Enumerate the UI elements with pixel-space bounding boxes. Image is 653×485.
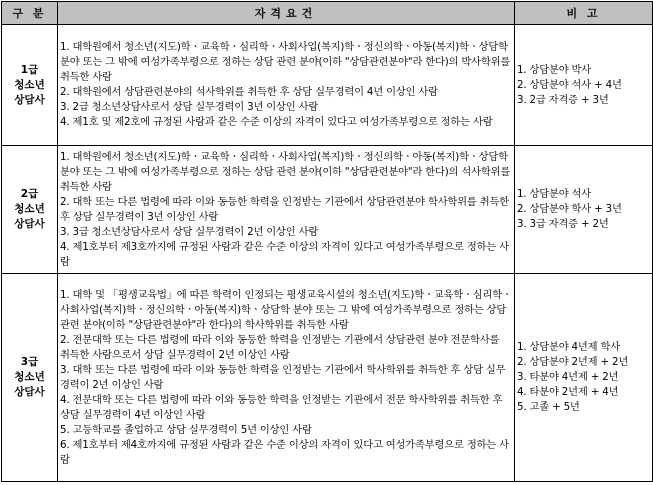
table-row bbox=[2, 25, 653, 146]
notes-cell bbox=[515, 146, 653, 274]
requirement-item: 4. 전문대학 또는 다른 법령에 따라 이와 동등한 학력을 인정받는 기관에서 전문 학사학위를 취득한 후 상담 실무경력이 4년 이상인 사람 bbox=[60, 393, 503, 421]
grade-cell bbox=[2, 25, 58, 146]
table-row bbox=[2, 146, 653, 274]
note-item: 3. 2급 자격증 + 3년 bbox=[517, 93, 609, 106]
requirement-item: 6. 제1호부터 제4호까지에 규정된 사람과 같은 수준 이상의 자격이 있다고 여성가족부령으로 정하는 사람 bbox=[60, 438, 509, 466]
note-item: 1. 상담분야 석사 bbox=[517, 188, 592, 200]
note-item: 1. 상담분야 4년제 학사 bbox=[517, 341, 620, 353]
notes-cell bbox=[515, 25, 653, 146]
qualification-table bbox=[1, 1, 653, 482]
requirement-item: 4. 제1호부터 제3호까지에 규정된 사람과 같은 수준 이상의 자격이 있다고 여성가족부령으로 정하는 사람 bbox=[60, 240, 509, 268]
grade-cell bbox=[2, 146, 58, 274]
requirement-item: 2. 대학원에서 상담관련분야의 석사학위를 취득한 후 상담 실무경력이 4년 이상인 사람 bbox=[60, 86, 438, 98]
note-item: 3. 3급 자격증 + 2년 bbox=[517, 218, 609, 230]
note-item: 1. 상담분야 박사 bbox=[517, 63, 592, 76]
grade-label: 2급 bbox=[20, 188, 39, 200]
grade-cell bbox=[2, 274, 58, 482]
header-category: 구 분 bbox=[2, 2, 58, 25]
grade-label: 상담사 bbox=[14, 386, 45, 398]
table-row bbox=[2, 274, 653, 482]
grade-label: 1급 bbox=[20, 63, 39, 76]
grade-label: 3급 bbox=[20, 356, 39, 368]
grade-label: 상담사 bbox=[14, 93, 45, 106]
header-row bbox=[2, 2, 653, 25]
note-item: 2. 상담분야 석사 + 4년 bbox=[517, 78, 622, 91]
requirement-item: 3. 3급 청소년상담사로서 상담 실무경력이 2년 이상인 사람 bbox=[60, 225, 319, 238]
notes-cell bbox=[515, 274, 653, 482]
grade-label: 청소년 bbox=[14, 203, 45, 215]
requirement-item: 1. 대학원에서 청소년(지도)학ㆍ교육학ㆍ심리학ㆍ사회사업(복지)학ㆍ정신의학ㆍ아동(복지)학ㆍ상담학 분야 또는 그 밖에 여성가족부령으로 정하는 상담 관련 분야(이하 "상담관련분야"라 한다)의 석사학위를 취득한 사람 bbox=[60, 150, 511, 193]
note-item: 5. 고졸 + 5년 bbox=[517, 401, 580, 413]
requirement-item: 2. 전문대학 또는 다른 법령에 따라 이와 동등한 학력을 인정받는 기관에서 상담관련 분야 전문학사를 취득한 사람으로서 상담 실무경력이 2년 이상인 사람 bbox=[60, 333, 500, 361]
requirements-cell bbox=[58, 274, 515, 482]
requirement-item: 1. 대학 및 「평생교육법」에 따른 학력이 인정되는 평생교육시설의 청소년(지도)학ㆍ교육학ㆍ심리학ㆍ사회사업(복지)학ㆍ정신의학ㆍ아동(복지)학ㆍ상담학 분야 또는 그 밖에 여성가족부령으로 정하는 상담 관련 분야(이하 "상담관련분야"라 한다)의 학사학위를 취득한 사람 bbox=[60, 288, 512, 331]
requirement-item: 1. 대학원에서 청소년(지도)학ㆍ교육학ㆍ심리학ㆍ사회사업(복지)학ㆍ정신의학ㆍ아동(복지)학ㆍ상담학 분야 또는 그 밖에 여성가족부령으로 정하는 상담 관련 분야(이하 "상담관련분야"라 한다)의 박사학위를 취득한 사람 bbox=[60, 41, 511, 83]
requirements-cell bbox=[58, 146, 515, 274]
note-item: 2. 상담분야 2년제 + 2년 bbox=[517, 356, 629, 368]
note-item: 4. 타분야 2년제 + 4년 bbox=[517, 386, 619, 398]
note-item: 3. 타분야 4년제 + 2년 bbox=[517, 371, 619, 383]
requirement-item: 3. 대학 또는 다른 법령에 따라 이와 동등한 학력을 인정받는 기관에서 학사학위를 취득한 후 상담 실무경력이 2년 이상인 사람 bbox=[60, 363, 506, 391]
requirement-item: 2. 대학 또는 다른 법령에 따라 이와 동등한 학력을 인정받는 기관에서 상담관련분야 학사학위를 취득한 후 상담 실무경력이 3년 이상인 사람 bbox=[60, 195, 509, 223]
requirement-item: 4. 제1호 및 제2호에 규정된 사람과 같은 수준 이상의 자격이 있다고 여성가족부령으로 정하는 사람 bbox=[60, 116, 493, 128]
grade-label: 청소년 bbox=[14, 78, 45, 91]
requirement-item: 5. 고등학교를 졸업하고 상담 실무경력이 5년 이상인 사람 bbox=[60, 423, 312, 436]
grade-label: 청소년 bbox=[14, 371, 45, 383]
note-item: 2. 상담분야 학사 + 3년 bbox=[517, 203, 622, 215]
grade-label: 상담사 bbox=[14, 218, 45, 230]
header-requirements: 자격요건 bbox=[58, 2, 515, 25]
requirements-cell bbox=[58, 25, 515, 146]
header-notes: 비 고 bbox=[515, 2, 653, 25]
requirement-item: 3. 2급 청소년상담사로서 상담 실무경력이 3년 이상인 사람 bbox=[60, 101, 319, 113]
